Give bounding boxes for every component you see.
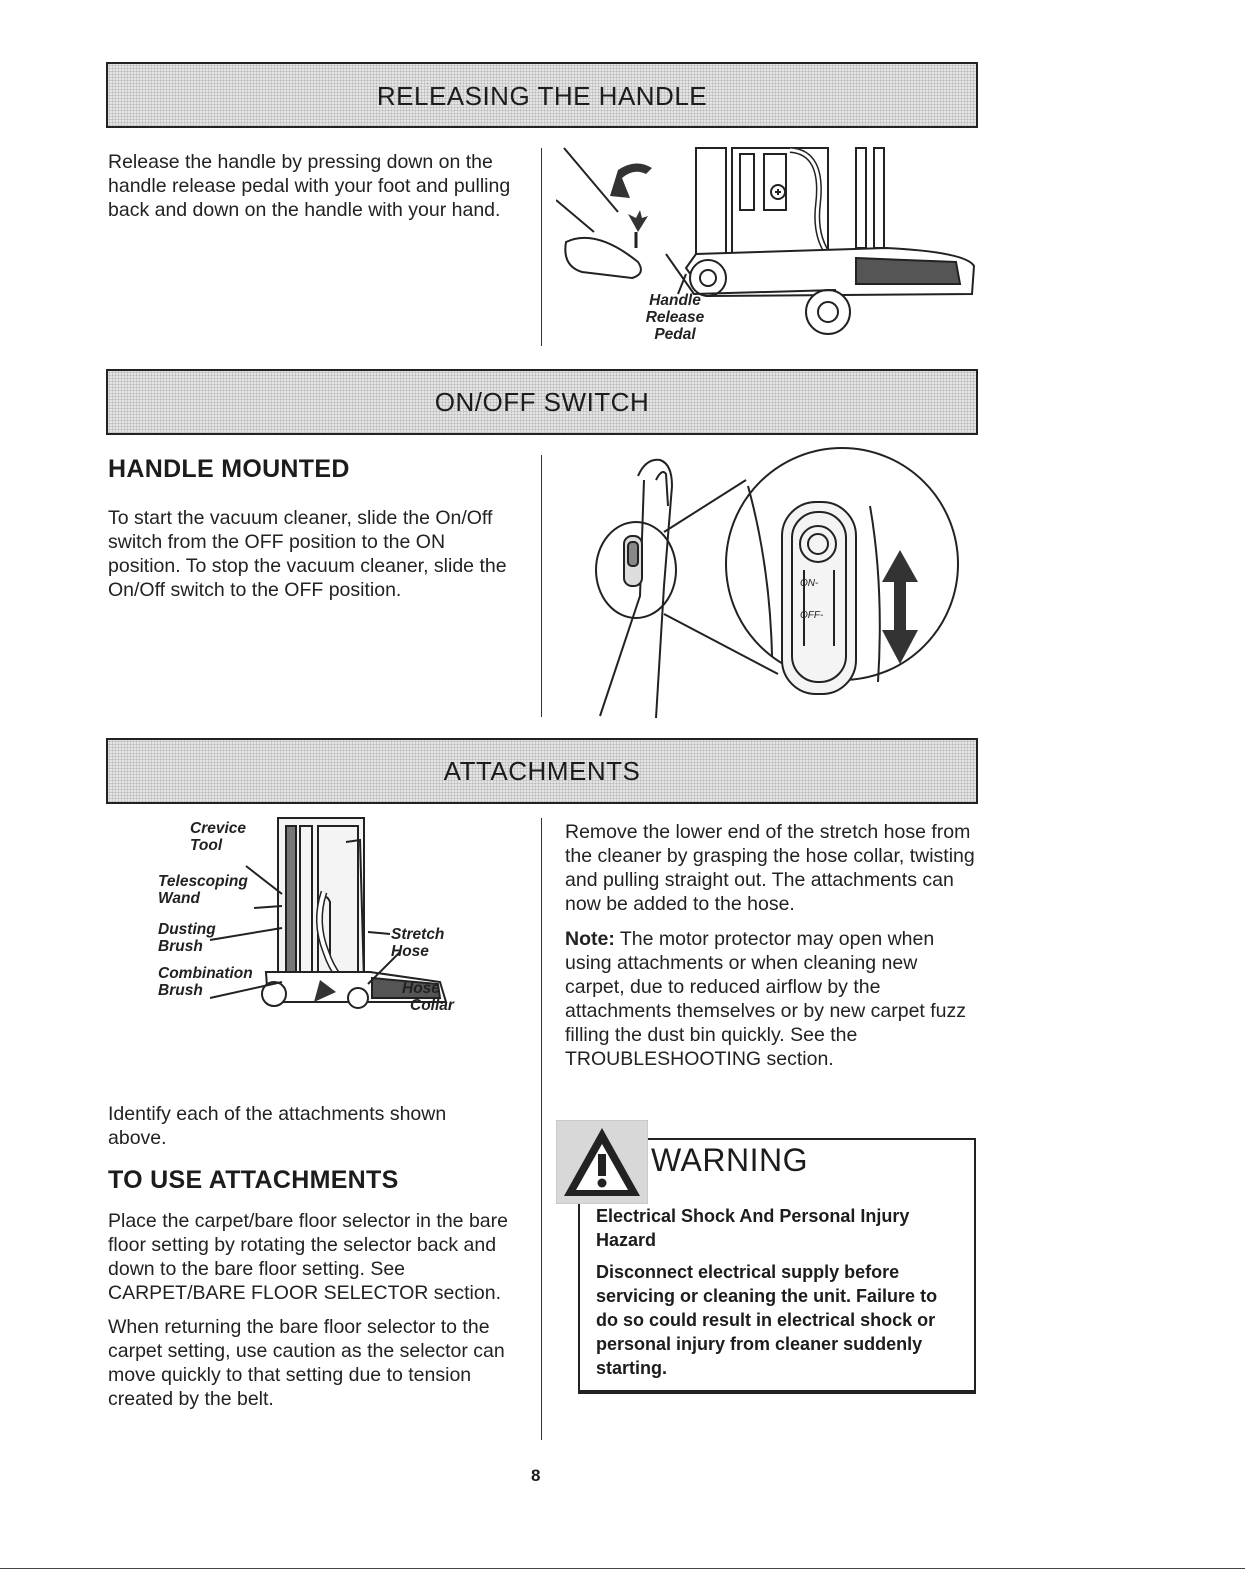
page-number: 8 [531,1466,541,1485]
callout-line: Collar [410,997,454,1014]
warning-title: WARNING [651,1142,808,1178]
paragraph: Place the carpet/bare floor selector in the bare floor setting by rotating the selector back and down to the bare floor setting. See CARPET/BARE FLOOR SELECTOR section. [108,1210,508,1304]
callout-line: Handle [649,292,701,309]
callout-handle-release-pedal [640,292,710,343]
to-use-attachments-heading: TO USE ATTACHMENTS [108,1166,399,1194]
callout-line: Tool [190,837,223,854]
callout-stretch-hose [391,926,444,960]
callout-line: Hose [402,980,440,997]
page-bottom-rule [0,1568,1245,1569]
callout-line: Dusting [158,921,216,938]
releasing-handle-text [108,150,518,222]
callout-combination-brush [158,965,253,999]
section-title: ATTACHMENTS [443,756,641,786]
handle-mounted-heading: HANDLE MOUNTED [108,455,350,483]
callout-crevice-tool [190,820,246,854]
callout-line: Brush [158,982,203,999]
switch-label-off: OFF- [800,610,824,621]
switch-label-on: ON- [800,578,819,589]
column-divider [541,455,542,717]
callout-line: Crevice [190,820,247,837]
callout-telescoping-wand [158,873,248,907]
callout-line: Stretch [391,926,445,943]
callout-line: Telescoping [158,873,248,890]
callout-line: Wand [158,890,200,907]
section-banner-attachments [106,738,978,804]
paragraph: To start the vacuum cleaner, slide the On/Off switch from the OFF position to the ON position. To stop the vacuum cleaner, slide the On/Off switch to the OFF position. [108,507,507,601]
handle-release-illustration [556,144,986,350]
callout-line: Release [645,309,705,326]
callout-line: Combination [158,965,253,982]
section-title: RELEASING THE HANDLE [376,81,708,111]
column-divider [541,818,542,1440]
warning-triangle-icon [556,1120,648,1204]
section-banner-releasing-handle [106,62,978,128]
paragraph: Release the handle by pressing down on the handle release pedal with your foot and pulling back and down on the handle with your hand. [108,151,511,221]
callout-line: Hose [391,943,429,960]
callout-dusting-brush [158,921,216,955]
callout-hose-collar [402,980,454,1014]
on-off-switch-text [108,506,520,602]
note-label: Note: [565,928,615,950]
section-banner-on-off-switch [106,369,978,435]
section-title: ON/OFF SWITCH [434,387,650,417]
note-paragraph [565,927,981,1071]
callout-line: Pedal [654,326,696,343]
paragraph: When returning the bare floor selector to the carpet setting, use caution as the selector can move quickly to that setting due to tension created by the belt. [108,1316,505,1410]
paragraph: Identify each of the attachments shown above. [108,1103,447,1149]
identify-attachments-text [108,1102,508,1150]
paragraph: Remove the lower end of the stretch hose from the cleaner by grasping the hose collar, twisting and pulling straight out. The attachments can now be added to the hose. [565,821,975,915]
remove-hose-text [565,820,981,1071]
warning-hazard-text: Electrical Shock And Personal Injury Hazard [596,1206,910,1250]
to-use-attachments-text [108,1209,518,1411]
note-text: The motor protector may open when using attachments or when cleaning new carpet, due to reduced airflow by the attachments themselves or by new carpet fuzz filling the dust bin quickly. See the TROUBLESHOOTING section. [565,928,967,1070]
column-divider [541,148,542,346]
on-off-switch-illustration [560,446,970,718]
callout-line: Brush [158,938,203,955]
warning-instruction-text: Disconnect electrical supply before servicing or cleaning the unit. Failure to do so could result in electrical shock or personal injury from cleaner suddenly starting. [596,1262,938,1378]
